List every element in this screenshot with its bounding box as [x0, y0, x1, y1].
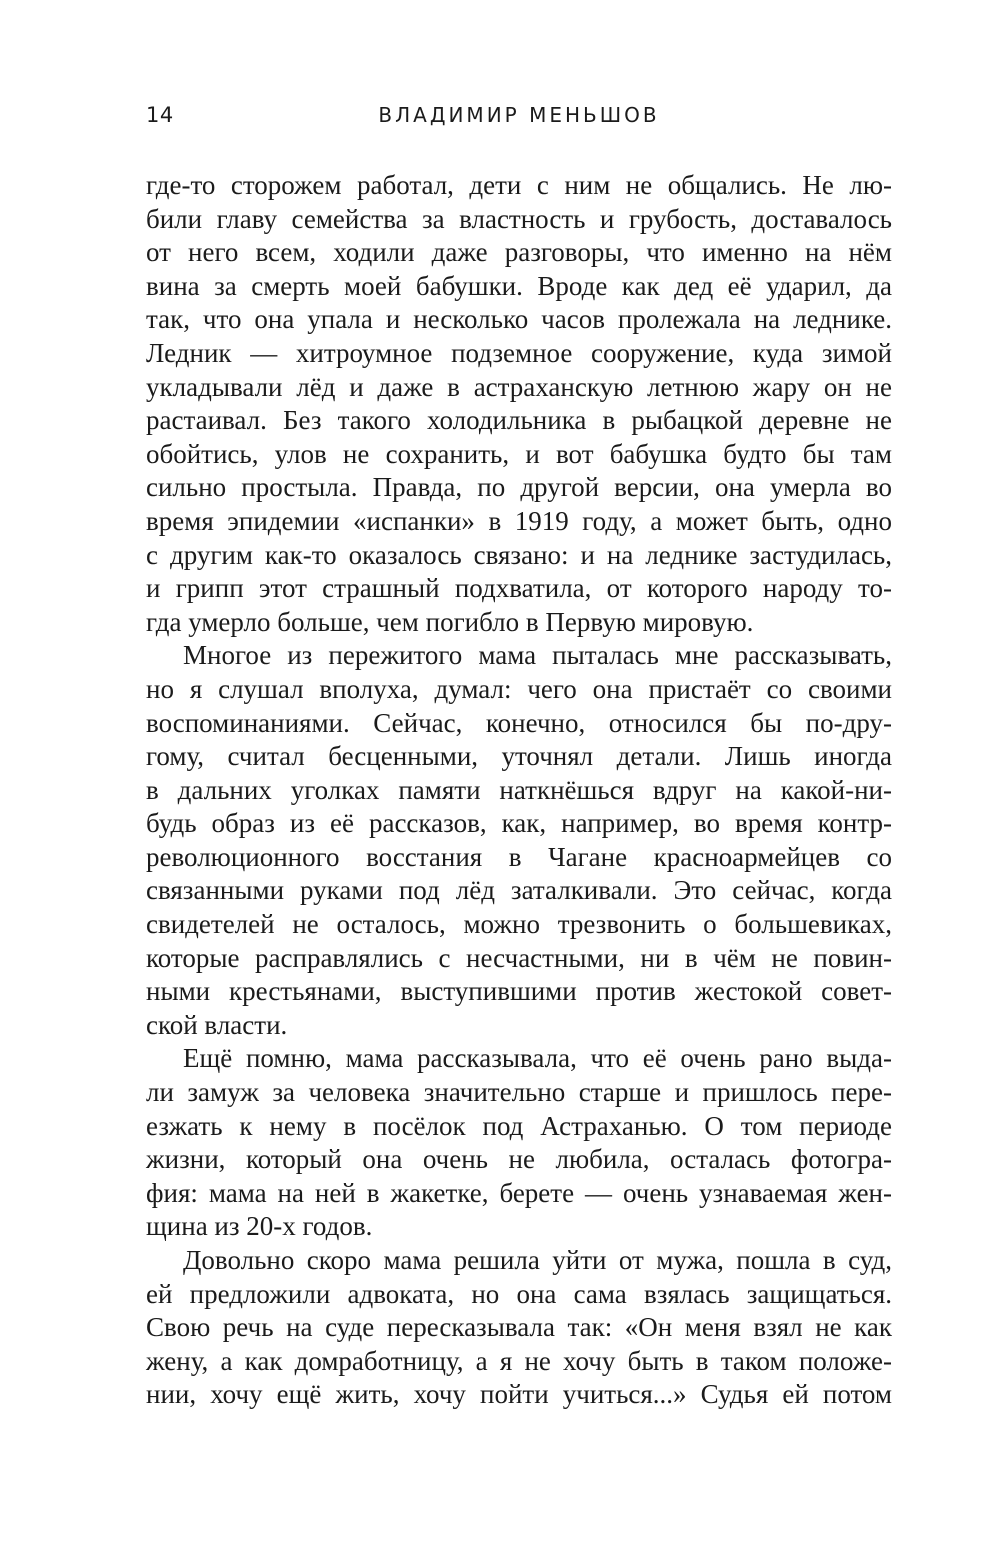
text-line: щина из 20-х годов. [146, 1211, 373, 1242]
text-line: жену, а как домработницу, а я не хочу быть в таком положе- [146, 1345, 892, 1376]
text-line: укладывали лёд и даже в астраханскую летнюю жару он не [146, 371, 892, 402]
text-line: где-то сторожем работал, дети с ним не общались. Не лю- [146, 170, 892, 200]
text-line: свидетелей не осталось, можно трезвонить о большевиках, [146, 909, 892, 940]
text-line: но я слушал вполуха, думал: чего она пристаёт со своими [146, 673, 892, 704]
text-line: растаивал. Без такого холодильника в рыбацкой деревне не [146, 405, 892, 436]
text-line: воспоминаниями. Сейчас, конечно, относился бы по-дру- [146, 707, 892, 738]
text-line: в дальних уголках памяти наткнёшься вдруг на какой-ни- [146, 774, 892, 805]
paragraph-4 [146, 1244, 892, 1412]
text-line: жизни, который она очень не любила, осталась фотогра- [146, 1144, 892, 1175]
text-line: так, что она упала и несколько часов пролежала на леднике. [146, 304, 892, 335]
text-line: Ледник — хитроумное подземное сооружение, куда зимой [146, 337, 892, 368]
text-line: фия: мама на ней в жакетке, берете — очень узнаваемая жен- [146, 1177, 892, 1208]
text-line: гому, считал бесценными, уточнял детали. Лишь иногда [146, 741, 892, 772]
text-line: сильно простыла. Правда, по другой версии, она умерла во [146, 472, 892, 503]
text-line: вина за смерть моей бабушки. Вроде как дед её ударил, да [146, 270, 892, 301]
text-line: гда умерло больше, чем погибло в Первую мировую. [146, 606, 754, 637]
text-line: Свою речь на суде пересказывала так: «Он меня взял не как [146, 1312, 892, 1343]
text-line: нии, хочу ещё жить, хочу пойти учиться...» Судья ей потом [146, 1379, 892, 1410]
text-line: будь образ из её рассказов, как, например, во время контр- [146, 808, 892, 839]
paragraph-1 [146, 169, 892, 639]
page-header [146, 103, 892, 137]
text-line: ли замуж за человека значительно старше и пришлось пере- [146, 1077, 892, 1108]
body-text [146, 169, 892, 1412]
paragraph-3 [146, 1042, 892, 1244]
text-line: революционного восстания в Чагане красноармейцев со [146, 841, 892, 872]
text-line: ными крестьянами, выступившими против жестокой совет- [146, 976, 892, 1007]
text-line: от него всем, ходили даже разговоры, что именно на нём [146, 237, 892, 268]
text-line: Ещё помню, мама рассказывала, что её очень рано выда- [183, 1043, 892, 1074]
paragraph-2 [146, 639, 892, 1042]
page-number: 14 [146, 103, 174, 127]
text-line: били главу семейства за властность и грубость, доставалось [146, 203, 892, 234]
text-line: обойтись, улов не сохранить, и вот бабушка будто бы там [146, 438, 892, 469]
text-line: с другим как-то оказалось связано: и на леднике застудилась, [146, 539, 892, 570]
text-line: и грипп этот страшный подхватила, от которого народу то- [146, 573, 892, 604]
text-line: Многое из пережитого мама пыталась мне рассказывать, [183, 640, 892, 671]
text-line: Довольно скоро мама решила уйти от мужа, пошла в суд, [183, 1245, 892, 1275]
text-line: езжать к нему в посёлок под Астраханью. О том периоде [146, 1110, 892, 1141]
running-title: ВЛАДИМИР МЕНЬШОВ [378, 103, 660, 127]
text-line: связанными руками под лёд заталкивали. Это сейчас, когда [146, 875, 892, 906]
text-line: ей предложили адвоката, но она сама взялась защищаться. [146, 1278, 892, 1309]
text-line: ской власти. [146, 1009, 288, 1040]
text-line: которые расправлялись с несчастными, ни в чём не повин- [146, 942, 892, 973]
text-line: время эпидемии «испанки» в 1919 году, а может быть, одно [146, 505, 892, 536]
